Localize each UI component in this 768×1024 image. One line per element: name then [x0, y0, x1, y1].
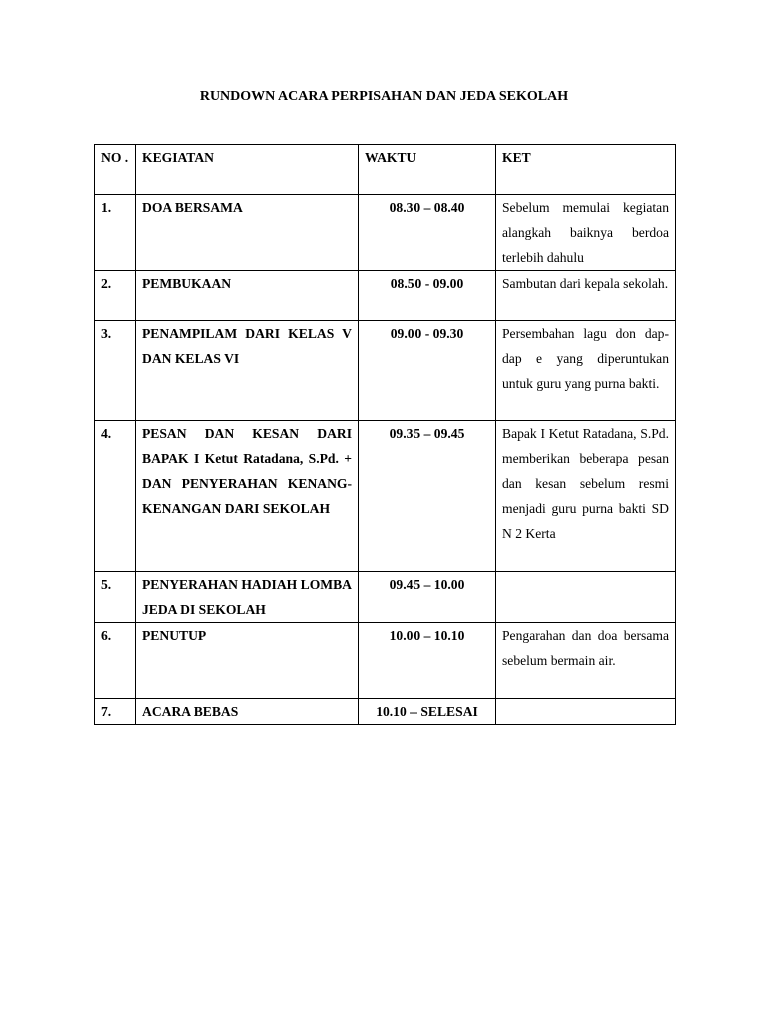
row-waktu: 10.10 – SELESAI [359, 699, 496, 725]
rundown-table [94, 144, 676, 725]
table-header-row [95, 145, 676, 195]
row-number: 7. [95, 699, 136, 725]
row-kegiatan: PENUTUP [136, 623, 359, 699]
table-row [95, 623, 676, 699]
table-row [95, 195, 676, 271]
table-row [95, 572, 676, 623]
row-kegiatan: DOA BERSAMA [136, 195, 359, 271]
document-title: RUNDOWN ACARA PERPISAHAN DAN JEDA SEKOLAH [199, 89, 569, 104]
row-number: 3. [95, 321, 136, 421]
row-waktu: 08.30 – 08.40 [359, 195, 496, 271]
row-number: 4. [95, 421, 136, 572]
row-kegiatan: PENYERAHAN HADIAH LOMBA JEDA DI SEKOLAH [136, 572, 359, 623]
row-waktu: 09.35 – 09.45 [359, 421, 496, 572]
header-kegiatan: KEGIATAN [136, 145, 359, 195]
row-waktu: 09.00 - 09.30 [359, 321, 496, 421]
row-waktu: 08.50 - 09.00 [359, 271, 496, 321]
row-ket: Sambutan dari kepala sekolah. [496, 271, 676, 321]
row-number: 6. [95, 623, 136, 699]
row-kegiatan: PESAN DAN KESAN DARI BAPAK I Ketut Ratadana, S.Pd. + DAN PENYERAHAN KENANG-KENANGAN DARI SEKOLAH [136, 421, 359, 572]
header-waktu: WAKTU [359, 145, 496, 195]
row-ket [496, 699, 676, 725]
row-number: 5. [95, 572, 136, 623]
header-no: NO . [95, 145, 136, 195]
table-row [95, 699, 676, 725]
row-kegiatan: ACARA BEBAS [136, 699, 359, 725]
table-row [95, 271, 676, 321]
row-kegiatan: PEMBUKAAN [136, 271, 359, 321]
row-waktu: 09.45 – 10.00 [359, 572, 496, 623]
row-ket: Persembahan lagu don dap-dap e yang diperuntukan untuk guru yang purna bakti. [496, 321, 676, 421]
row-ket: Bapak I Ketut Ratadana, S.Pd. memberikan beberapa pesan dan kesan sebelum resmi menjadi guru purna bakti SD N 2 Kerta [496, 421, 676, 572]
row-kegiatan: PENAMPILAM DARI KELAS V DAN KELAS VI [136, 321, 359, 421]
row-number: 2. [95, 271, 136, 321]
table-row [95, 421, 676, 572]
row-ket [496, 572, 676, 623]
row-number: 1. [95, 195, 136, 271]
row-ket: Sebelum memulai kegiatan alangkah baiknya berdoa terlebih dahulu [496, 195, 676, 271]
table-row [95, 321, 676, 421]
row-waktu: 10.00 – 10.10 [359, 623, 496, 699]
row-ket: Pengarahan dan doa bersama sebelum bermain air. [496, 623, 676, 699]
header-ket: KET [496, 145, 676, 195]
